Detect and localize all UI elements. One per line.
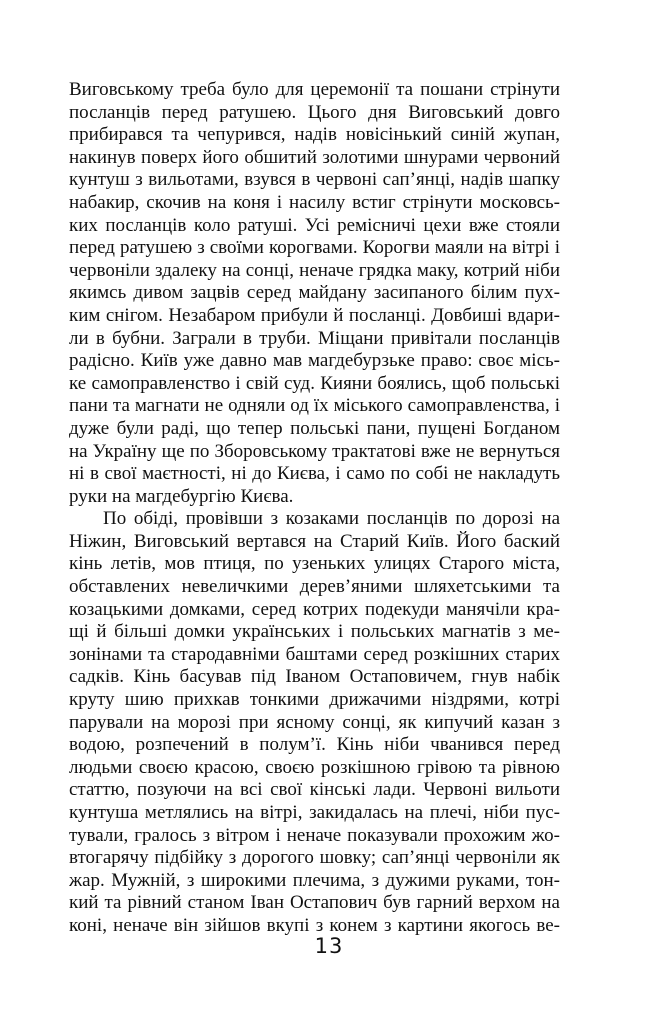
text-line: ке самоправленство і свій суд. Кияни боялись, щоб польські <box>69 372 560 394</box>
page-number: 13 <box>314 934 344 958</box>
text-line: кунтуша метлялись на вітрі, закидалась на плечі, ніби пус- <box>69 802 560 823</box>
text-line: ні в свої маєтності, ні до Києва, і само по собі не накладуть <box>69 463 560 485</box>
text-line: водою, розпечений в полум’ї. Кінь ніби чванився перед <box>69 734 560 756</box>
text-line: руки на магдебургію Києва. <box>69 485 294 507</box>
text-line: статтю, позуючи на всі свої кінські лади. Червоні вильоти <box>69 779 560 801</box>
text-line: набакир, скочив на коня і насилу встиг стрінути московсь- <box>69 191 560 213</box>
text-line: якимсь дивом зацвів серед майдану засипаного білим пух- <box>69 282 560 304</box>
text-line: ким снігом. Незабаром прибули й посланці. Довбиші вдари- <box>69 304 560 326</box>
text-line: перед ратушею з своїми корогвами. Корогви маяли на вітрі і <box>69 237 560 259</box>
text-line: пани та магнати не одняли од їх міського самоправленства, і <box>69 395 560 417</box>
text-line: щі й більші домки українських і польських магнатів з ме- <box>69 621 560 643</box>
paragraph <box>69 508 560 937</box>
text-line: круту шию прихкав тонкими дрижачими ніздрями, котрі <box>69 689 560 711</box>
text-line: прибирався та чепурився, надів новісінький синій жупан, <box>69 124 560 146</box>
text-line: По обіді, провівши з козаками посланців по дорозі на <box>103 508 560 530</box>
text-line: тували, гралось з вітром і неначе показували прохожим жо- <box>69 824 560 846</box>
text-line: кунтуш з вильотами, взувся в червоні сап’янці, надів шапку <box>69 169 560 191</box>
text-line: на Україну ще по Зборовському трактатові вже не вернуться <box>69 440 560 462</box>
text-line: парували на морозі при ясному сонці, як кипучий казан з <box>69 711 560 733</box>
text-line: садків. Кінь басував під Іваном Остаповичем, гнув набік <box>69 666 560 688</box>
text-line: втогарячу підбійку з дорогого шовку; сап’янці червоніли як <box>69 847 560 869</box>
text-line: людьми своєю красою, своєю розкішною грівою та рівною <box>69 756 560 778</box>
text-line: дуже були раді, що тепер польські пани, пущені Богданом <box>69 417 560 439</box>
text-line: Ніжин, Виговський вертався на Старий Київ. Його баский <box>69 530 560 552</box>
text-line: накинув поверх його обшитий золотими шнурами червоний <box>69 146 560 168</box>
text-line: ких посланців коло ратуші. Усі ремісничі цехи вже стояли <box>69 214 560 236</box>
text-line: козацькими домками, серед котрих подекуди манячіли кра- <box>69 598 560 620</box>
paragraph <box>69 79 560 508</box>
text-line: кий та рівний станом Іван Остапович був гарний верхом на <box>69 892 560 914</box>
text-line: обставлених невеличкими дерев’яними шляхетськими та <box>69 576 560 598</box>
text-line: зонінами та стародавніми баштами серед розкішних старих <box>69 643 560 665</box>
text-line: червоніли здалеку на сонці, неначе грядка маку, котрий ніби <box>69 259 560 281</box>
text-line: коні, неначе він зійшов вкупі з конем з картини якогось ве- <box>69 914 560 936</box>
text-line: жар. Мужній, з широкими плечима, з дужими руками, тон- <box>69 869 560 891</box>
text-line: радісно. Київ уже давно мав магдебурзьке право: своє місь- <box>69 350 560 372</box>
text-line: ли в бубни. Заграли в труби. Міщани привітали посланців <box>69 327 560 349</box>
body-text <box>69 79 560 938</box>
text-line: посланців перед ратушею. Цього дня Виговський довго <box>69 101 560 123</box>
text-line: кінь летів, мов птиця, по узеньких улицях Старого міста, <box>69 553 560 575</box>
text-line: Виговському треба було для церемонії та пошани стрінути <box>69 79 560 100</box>
